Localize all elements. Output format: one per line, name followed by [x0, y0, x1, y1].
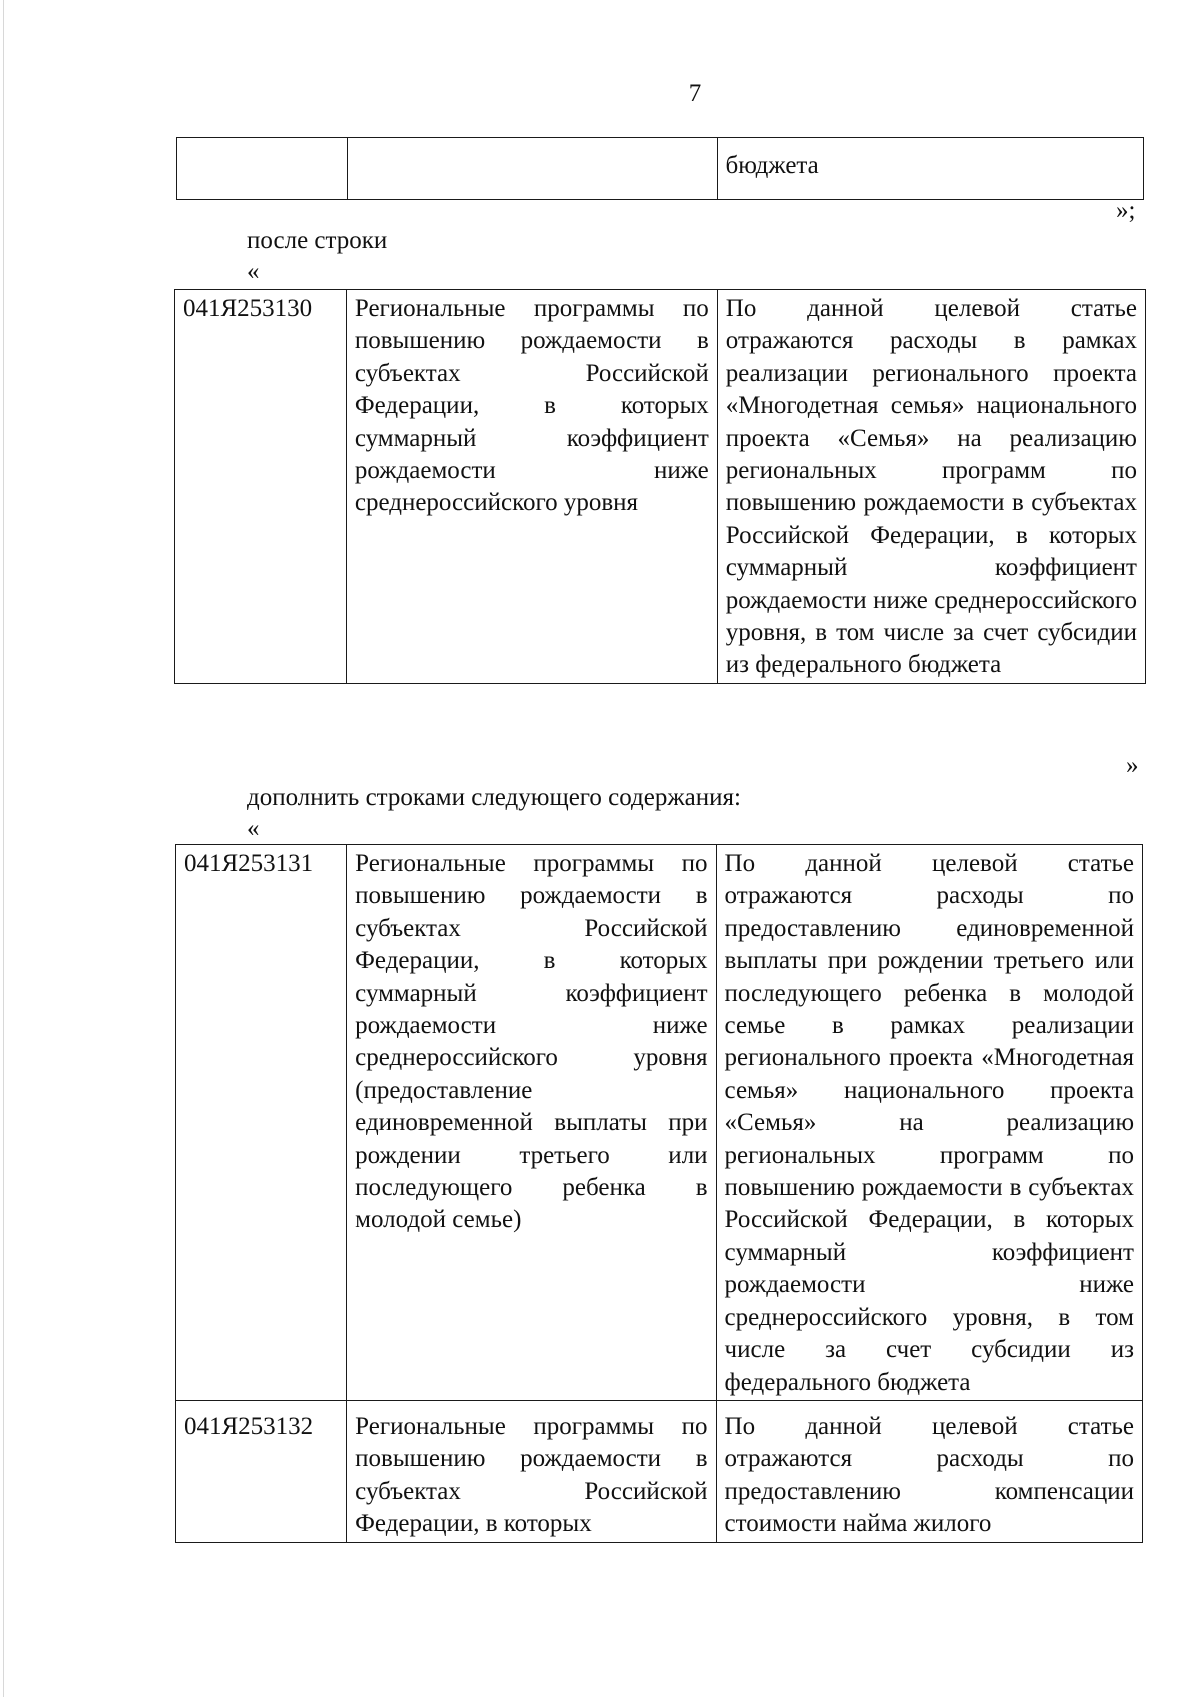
name-cell: Региональные программы по повышению рождаемости в субъектах Российской Федерации, в которых	[347, 1400, 716, 1542]
page-number: 7	[688, 80, 702, 107]
existing-row-table	[174, 289, 1146, 684]
table-row	[175, 290, 1146, 684]
name-cell: Региональные программы по повышению рождаемости в субъектах Российской Федерации, в которых суммарный коэффициент рождаемости ниже среднероссийского уровня	[346, 290, 717, 684]
table-row	[176, 845, 1143, 1401]
table-row	[177, 138, 1144, 200]
table-row	[176, 1400, 1143, 1542]
description-cell: По данной целевой статье отражаются расходы по предоставлению компенсации стоимости найма жилого	[716, 1400, 1142, 1542]
name-cell	[348, 138, 717, 200]
code-cell: 041Я253130	[175, 290, 347, 684]
closing-quote: »;	[1116, 197, 1136, 224]
description-cell: По данной целевой статье отражаются расходы в рамках реализации регионального проекта «Многодетная семья» национального проекта «Семья» на реализацию региональных программ по повышению рождаемости в субъектах Российской Федерации, в которых суммарный коэффициент рождаемости ниже среднероссийского уровня, в том числе за счет субсидии из федерального бюджета	[717, 290, 1145, 684]
new-rows-table	[175, 844, 1143, 1543]
opening-quote: «	[247, 815, 260, 842]
code-cell	[177, 138, 348, 200]
instruction-add-rows: дополнить строками следующего содержания:	[247, 784, 741, 811]
closing-quote: »	[1126, 752, 1139, 779]
name-cell: Региональные программы по повышению рождаемости в субъектах Российской Федерации, в которых суммарный коэффициент рождаемости ниже среднероссийского уровня (предоставление единовременной выплаты при рождении третьего или последующего ребенка в молодой семье)	[347, 845, 716, 1401]
code-cell: 041Я253131	[176, 845, 347, 1401]
scan-edge-line	[3, 0, 4, 1697]
continuation-table	[176, 137, 1144, 200]
description-cell: бюджета	[717, 138, 1143, 200]
code-cell: 041Я253132	[176, 1400, 347, 1542]
description-cell: По данной целевой статье отражаются расходы по предоставлению единовременной выплаты при рождении третьего или последующего ребенка в молодой семье в рамках реализации регионального проекта «Многодетная семья» национального проекта «Семья» на реализацию региональных программ по повышению рождаемости в субъектах Российской Федерации, в которых суммарный коэффициент рождаемости ниже среднероссийского уровня, в том числе за счет субсидии из федерального бюджета	[716, 845, 1142, 1401]
instruction-after-row: после строки	[247, 227, 388, 254]
opening-quote: «	[247, 258, 260, 285]
